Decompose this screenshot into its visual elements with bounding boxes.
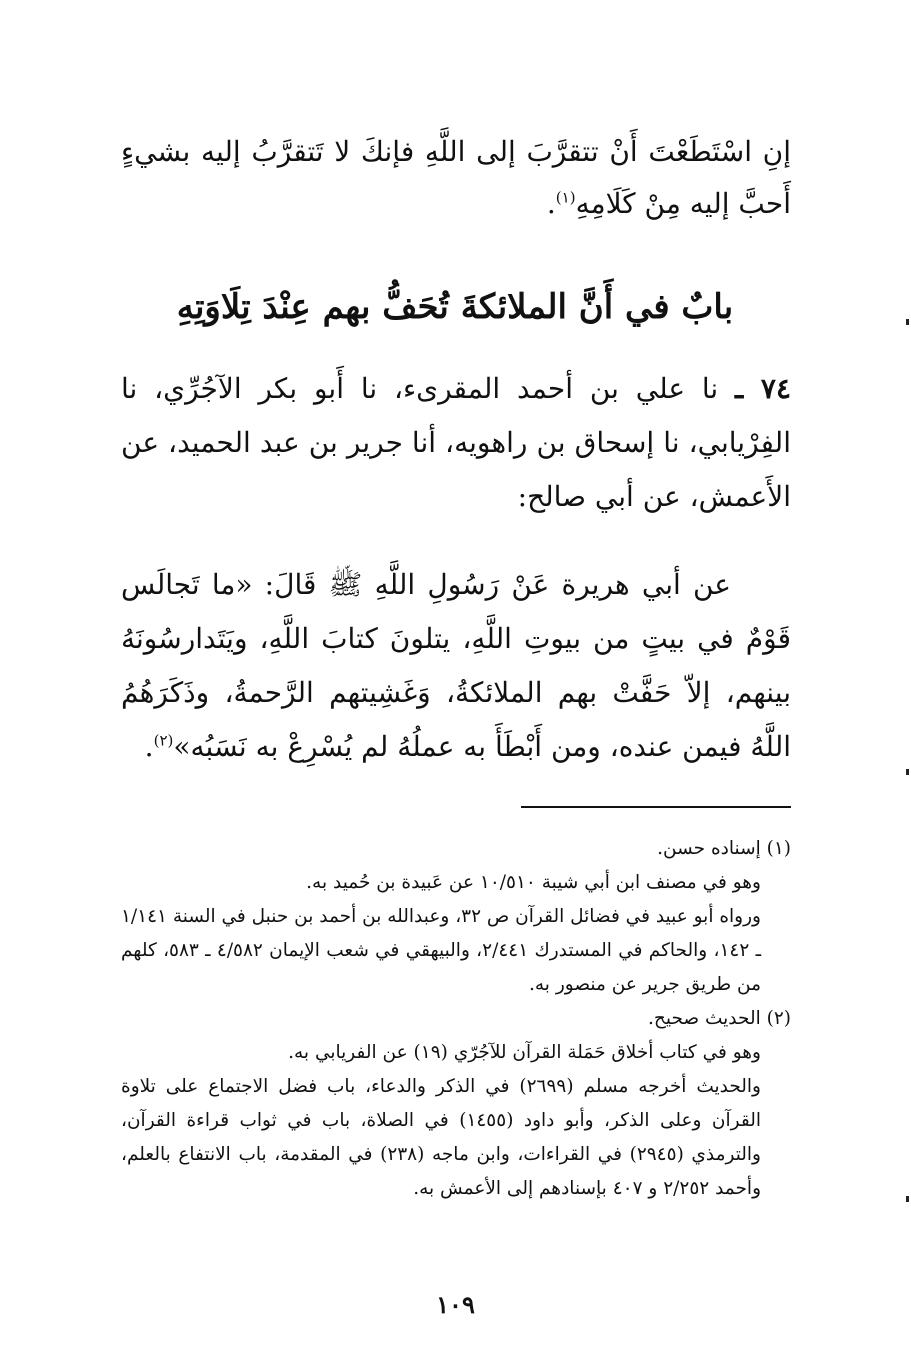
footnote-ref-2[interactable]: (٢)	[153, 731, 174, 750]
matn-text: عن أبي هريرة عَنْ رَسُولِ اللَّهِ ﷺ قَالَ: «ما تَجالَس قَوْمٌ في بيتٍ من بيوتِ اللَّهِ، يتلونَ كتابَ اللَّهِ، ويَتَدارسُونَهُ بينهم، إلاّ حَفَّتْ بهم الملائكةُ، وَغَشِيتهم الرَّحمةُ، وذَكَرَهُمُ اللَّهُ فيمن عنده، ومن أَبْطَأَ به عملُهُ لم يُسْرِعْ به نَسَبُه»	[121, 568, 791, 763]
page-number: ١٠٩	[436, 1290, 475, 1319]
footnote-line: وهو في مصنف ابن أبي شيبة ١٠/٥١٠ عن عَبيدة بن حُميد به.	[306, 872, 761, 893]
intro-paragraph	[121, 126, 791, 230]
isnad-text: نا علي بن أحمد المقرىء، نا أَبو بكر الآجُرِّي، نا الفِرْيابي، نا إسحاق بن راهويه، أنا جرير بن عبد الحميد، عن الأَعمش، عن أبي صالح:	[121, 372, 791, 513]
footnote-line: وهو في كتاب أخلاق حَمَلة القرآن للآجُرّي (١٩) عن الفريابي به.	[288, 1042, 761, 1063]
footnote-1	[121, 832, 791, 1002]
footnote-head	[121, 832, 791, 866]
footnote-label: (٢)	[766, 1008, 791, 1029]
footnote-head	[121, 1002, 791, 1036]
footnote-line: ورواه أبو عبيد في فضائل القرآن ص ٣٢، وعبدالله بن أحمد بن حنبل في السنة ١/١٤١ ـ ١٤٢، والحاكم في المستدرك ٢/٤٤١، والبيهقي في شعب الإيمان ٤/٥٨٢ ـ ٥٨٣، كلهم من طريق جرير عن منصور به.	[120, 906, 761, 995]
footnote-head-text: الحديث صحيح.	[648, 1008, 761, 1029]
footnote-divider	[521, 806, 791, 808]
hadith-number: ٧٤ ـ	[735, 372, 791, 405]
chapter-heading: بابٌ في أَنَّ الملائكةَ تُحَفُّ بهم عِنْدَ تِلَاوَتِهِ	[176, 287, 734, 327]
hadith-isnad	[121, 362, 791, 524]
footnote-label: (١)	[766, 838, 791, 859]
footnote-line: والحديث أخرجه مسلم (٢٦٩٩) في الذكر والدعاء، باب فضل الاجتماع على تلاوة القرآن وعلى الذكر، وأبو داود (١٤٥٥) في الصلاة، باب في ثواب قراءة القرآن، والترمذي (٢٩٤٥) في القراءات، وابن ماجه (٢٣٨) في المقدمة، باب الانتفاع بالعلم، وأحمد ٢/٢٥٢ و ٤٠٧ بإسنادهم إلى الأعمش به.	[121, 1076, 761, 1199]
footnotes	[121, 832, 791, 1206]
scan-edge-mark	[906, 1196, 909, 1202]
matn-end: .	[144, 730, 154, 763]
footnote-ref-1[interactable]: (١)	[555, 188, 576, 207]
footnote-2	[121, 1002, 791, 1206]
intro-end: .	[546, 187, 556, 220]
hadith-matn	[121, 558, 791, 774]
intro-text: إنِ اسْتَطَعْتَ أَنْ تتقرَّبَ إلى اللَّهِ فإنكَ لا تَتقرَّبُ إليه بشيءٍ أَحبَّ إليه مِنْ كَلَامِهِ	[121, 135, 791, 220]
scan-edge-mark	[906, 769, 909, 775]
footnote-head-text: إسناده حسن.	[657, 838, 761, 859]
scan-edge-mark	[906, 319, 909, 325]
